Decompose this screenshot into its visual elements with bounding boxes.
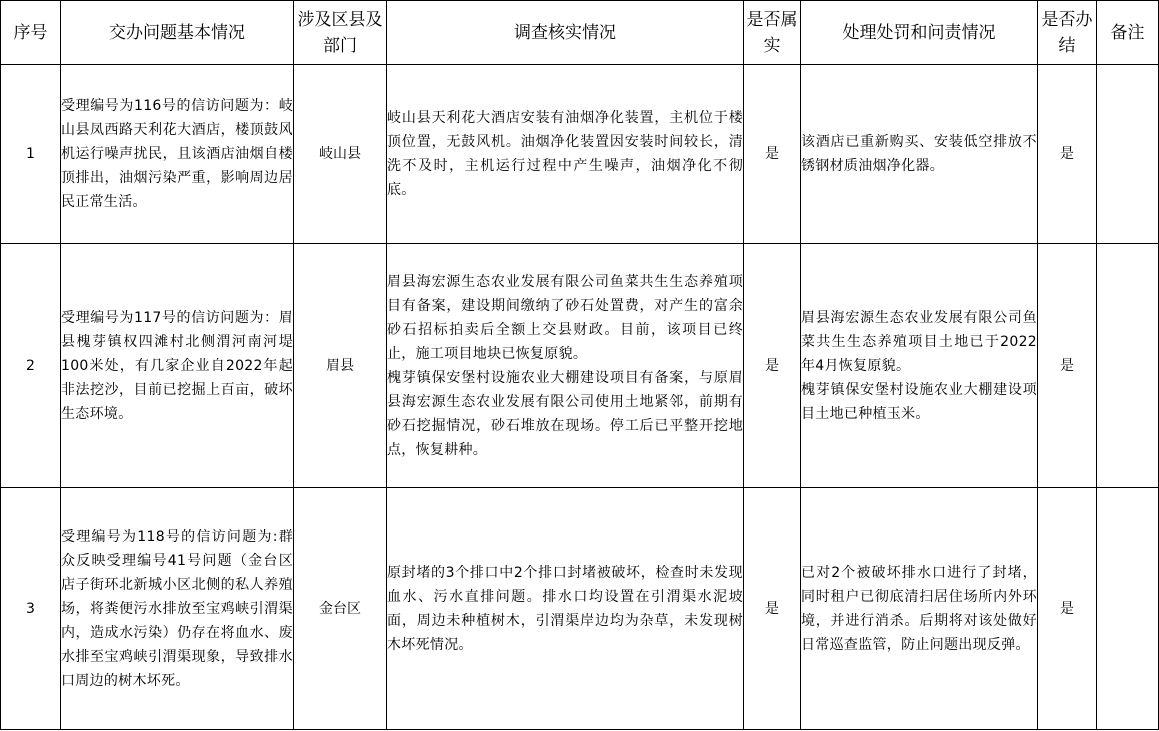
cell-closed: 是 xyxy=(1038,244,1097,488)
cell-closed: 是 xyxy=(1038,488,1097,730)
cell-issue: 受理编号为117号的信访问题为：眉县槐芽镇权四滩村北侧渭河南河堤100米处，有几家企业自2022年起非法挖沙，目前已挖掘上百亩，破坏生态环境。 xyxy=(61,244,294,488)
header-closed: 是否办结 xyxy=(1038,1,1097,65)
cell-verified: 是 xyxy=(744,488,801,730)
cell-issue: 受理编号为118号的信访问题为:群众反映受理编号41号问题（金台区店子街环北新城小区北侧的私人养殖场，将粪便污水排放至宝鸡峡引渭渠内，造成水污染）仍存在将血水、废水排至宝鸡峡引渭渠现象，导致排水口周边的树木坏死。 xyxy=(61,488,294,730)
cell-handling xyxy=(801,65,1038,244)
cell-region: 金台区 xyxy=(294,488,387,730)
header-row xyxy=(1,1,1159,65)
header-seq: 序号 xyxy=(1,1,61,65)
cell-issue: 受理编号为116号的信访问题为：岐山县凤西路天利花大酒店，楼顶鼓风机运行噪声扰民，且该酒店油烟自楼顶排出，油烟污染严重，影响周边居民正常生活。 xyxy=(61,65,294,244)
header-investigation: 调查核实情况 xyxy=(387,1,744,65)
header-verified: 是否属实 xyxy=(744,1,801,65)
cell-seq: 2 xyxy=(1,244,61,488)
investigation-paragraph: 槐芽镇保安堡村设施农业大棚建设项目有备案，与原眉县海宏源生态农业发展有限公司使用土地紧邻，前期有砂石挖掘情况，砂石堆放在现场。停工后已平整开挖地点，恢复耕种。 xyxy=(387,369,743,458)
header-issue: 交办问题基本情况 xyxy=(61,1,294,65)
cell-seq: 3 xyxy=(1,488,61,730)
cell-handling xyxy=(801,244,1038,488)
cell-closed: 是 xyxy=(1038,65,1097,244)
header-remarks: 备注 xyxy=(1097,1,1159,65)
investigation-paragraph: 岐山县天利花大酒店安装有油烟净化装置，主机位于楼顶位置，无鼓风机。油烟净化装置因安装时间较长，清洗不及时，主机运行过程中产生噪声，油烟净化不彻底。 xyxy=(387,110,743,198)
investigation-paragraph: 原封堵的3个排口中2个排口封堵被破坏，检查时未发现血水、污水直排问题。排水口均设置在引渭渠水泥坡面，周边未种植树木，引渭渠岸边均为杂草，未发现树木坏死情况。 xyxy=(387,564,743,653)
cell-verified: 是 xyxy=(744,244,801,488)
table-row xyxy=(1,65,1159,244)
table-row xyxy=(1,488,1159,730)
cell-region: 眉县 xyxy=(294,244,387,488)
cell-verified: 是 xyxy=(744,65,801,244)
cell-seq: 1 xyxy=(1,65,61,244)
handling-paragraph: 眉县海宏源生态农业发展有限公司鱼菜共生生态养殖项目土地已于2022年4月恢复原貌。 xyxy=(801,309,1037,374)
table-row xyxy=(1,244,1159,488)
cell-investigation xyxy=(387,65,744,244)
cell-region: 岐山县 xyxy=(294,65,387,244)
cell-remarks xyxy=(1097,65,1159,244)
cell-investigation xyxy=(387,244,744,488)
cell-handling xyxy=(801,488,1038,730)
header-handling: 处理处罚和问责情况 xyxy=(801,1,1038,65)
handling-paragraph: 该酒店已重新购买、安装低空排放不锈钢材质油烟净化器。 xyxy=(801,134,1037,174)
cell-remarks xyxy=(1097,244,1159,488)
cell-investigation xyxy=(387,488,744,730)
investigation-paragraph: 眉县海宏源生态农业发展有限公司鱼菜共生生态养殖项目有备案，建设期间缴纳了砂石处置费，对产生的富余砂石招标拍卖后全额上交县财政。目前，该项目已终止，施工项目地块已恢复原貌。 xyxy=(387,273,743,362)
cell-remarks xyxy=(1097,488,1159,730)
handling-paragraph: 已对2个被破坏排水口进行了封堵，同时租户已彻底清扫居住场所内外环境，并进行消杀。后期将对该处做好日常巡查监管，防止问题出现反弹。 xyxy=(801,564,1037,653)
handling-paragraph: 槐芽镇保安堡村设施农业大棚建设项目土地已种植玉米。 xyxy=(801,381,1037,422)
header-region: 涉及区县及部门 xyxy=(294,1,387,65)
